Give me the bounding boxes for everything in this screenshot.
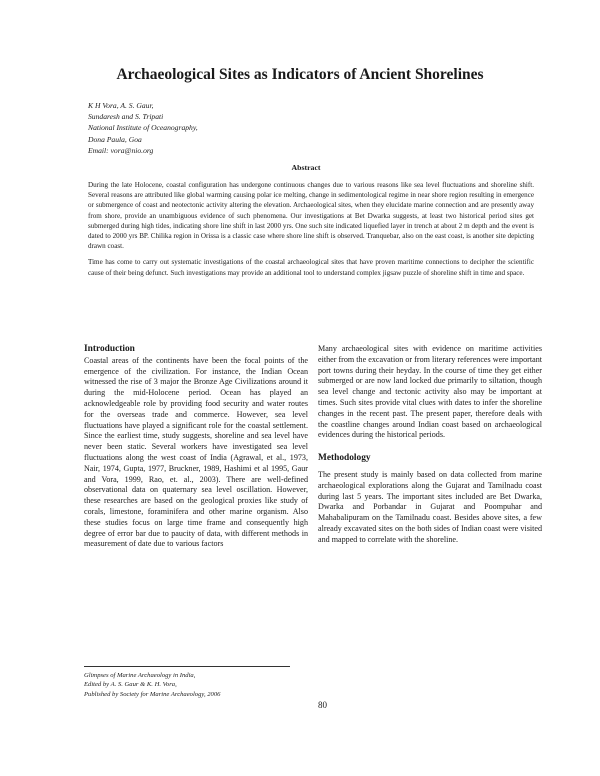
abstract-paragraph: During the late Holocene, coastal configuration has undergone continuous changes due to various reasons like sea level fluctuations and shoreline shift. Several reasons are attributed like global warming causing polar ice melting, change in sedimentological regime in near shore region resulting in emergence or submergence of coast and neotectonic activity altering the elevation. Archaeological sites, when they elucidate marine connection and are presently away from shore, provide an unambiguous evidence of such phenomena. Our investigations at Bet Dwarka suggests, at least two historical period sites get submerged during high tides, indicating shore line shift in last 2000 yrs. One such site indicated liquefied layer in trench at about 2 m depth and the event is dated to 2000 yrs BP. Chilika region in Orissa is a classic case where shore line shift is observed. Tranquebar, also on the east coast, is another site depicting drawn coast. [88,181,534,251]
introduction-heading: Introduction [84,344,135,354]
methodology-heading: Methodology [318,453,371,464]
author-names: Sundaresh and S. Tripati [88,112,164,122]
author-affiliation: National Institute of Oceanography, [88,123,198,133]
page-number: 80 [318,700,327,710]
right-column-paragraph: Many archaeological sites with evidence on maritime activities either from the excavation or from literary references were important port towns during their heyday. In the course of time they get either submerged or are now land locked due primarily to siltation, though sea level change and tectonic activity also may be important at times. Such sites provide vital clues with dates to infer the shoreline changes in the recent past. The present paper, therefore deals with the coastline changes around Indian coast based on archaeological evidences during the historical periods. [318,344,542,440]
abstract-body [88,180,534,284]
introduction-text: Coastal areas of the continents have been the focal points of the emergence of the civilization. For instance, the Indian Ocean witnessed the rise of 3 major the Bronze Age Civilizations around it during the mid-Holocene period. Ocean has played an acknowledgeable role by providing food security and water routes for the overseas trade and commerce. However, sea level fluctuations have played a significant role for the coastal settlement. Since the earliest time, study suggests, shoreline and sea level have never been static. Several workers have investigated sea level fluctuations along the west coast of India (Agrawal, et al., 1973, Nair, 1974, Gupta, 1977, Bruckner, 1989, Hashimi et al 1995, Gaur and Vora, 1999, Rao, et. al., 2003). There are well-defined observational data on quaternary sea level oscillation. However, these researches are based on the geological proxies like study of corals, limestone, foraminifera and other marine organism. Also these studies focus on large time frame and consequently high degree of error bar due to paucity of data, with different methods in measurement of date due to various factors [84,355,308,549]
paper-title: Archaeological Sites as Indicators of Ancient Shorelines [116,66,484,83]
author-block [88,100,388,156]
methodology-text: The present study is mainly based on data collected from marine archaeological explorations along the Gujarat and Tamilnadu coast during last 5 years. The important sites included are Bet Dwarka, Dwarka and Porbandar in Gujarat and Poompuhar and Mahabalipuram on the Tamilnadu coast. Besides above sites, a few already excavated sites on the both sides of Indian coast were visited and mapped to correlate with the shoreline. [318,469,542,544]
author-location: Dona Paula, Goa [88,134,142,144]
author-email: Email: vora@nio.org [88,145,154,155]
footer-citation [84,666,290,699]
abstract-paragraph: Time has come to carry out systematic investigations of the coastal archaeological sites that have proven maritime connections to decipher the scientific cause of their being defunct. Such investigations may provide an additional tool to understand complex jigsaw puzzle of shoreline shift in time and space. [88,258,534,277]
footer-line: Published by Society for Marine Archaeology, 2006 [84,690,221,698]
footer-line: Edited by A. S. Gaur & K. H. Vora, [84,681,177,689]
author-names: K H Vora, A. S. Gaur, [88,101,154,110]
abstract-heading: Abstract [291,163,321,172]
left-column [84,344,308,550]
footer-line: Glimpses of Marine Archaeology in India, [84,672,196,679]
right-column [318,344,542,546]
